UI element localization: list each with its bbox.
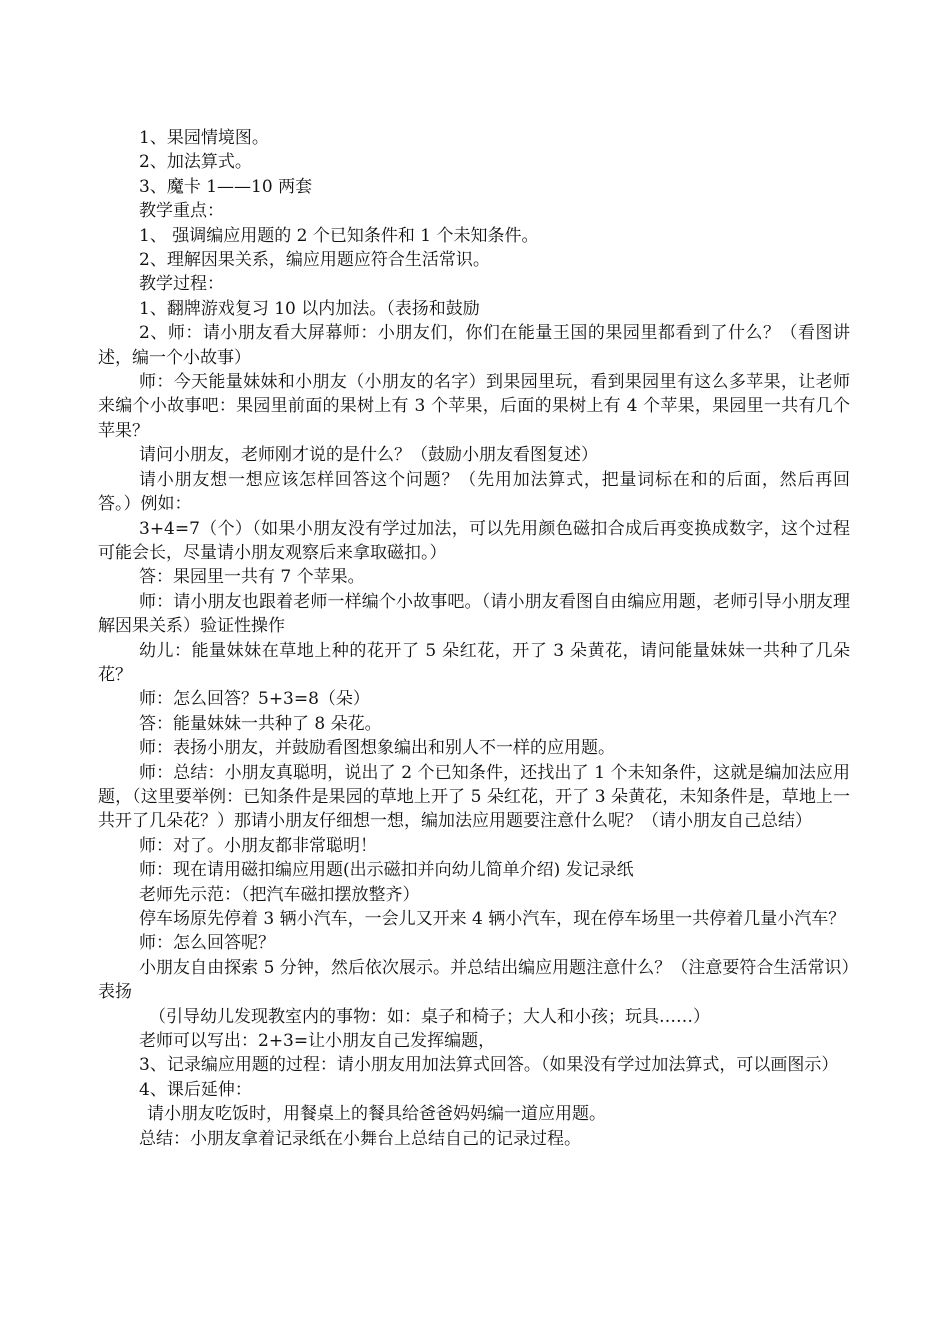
- extension-activity: 请小朋友吃饭时，用餐桌上的餐具给爸爸妈妈编一道应用题。: [147, 1104, 606, 1125]
- key-point-1: 1、 强调编应用题的 2 个已知条件和 1 个未知条件。: [139, 225, 539, 246]
- process-step-1: 1、翻牌游戏复习 10 以内加法。（表扬和鼓励: [139, 298, 480, 319]
- document-body: [98, 126, 850, 1151]
- teacher-demo: 老师先示范：（把汽车磁扣摆放整齐）: [139, 884, 420, 905]
- child-story: 幼儿：能量妹妹在草地上种的花开了 5 朵红花，开了 3 朵黄花，请问能量妹妹一共种了几朵花？: [98, 640, 850, 685]
- teacher-how-answer-2: 师：怎么回答呢？: [139, 933, 275, 954]
- lesson-summary: 总结：小朋友拿着记录纸在小舞台上总结自己的记录过程。: [139, 1128, 581, 1149]
- magnet-activity: 师：现在请用磁扣编应用题(出示磁扣并向幼儿简单介绍) 发记录纸: [139, 860, 634, 881]
- materials-item-3: 3、魔卡 1——10 两套: [139, 176, 313, 197]
- teacher-prompt-story: 师：请小朋友也跟着老师一样编个小故事吧。（请小朋友看图自由编应用题，老师引导小朋友理解因果关系）验证性操作: [98, 591, 850, 637]
- teacher-confirm: 师：对了。小朋友都非常聪明！: [139, 835, 377, 856]
- teacher-story: 师：今天能量妹妹和小朋友（小朋友的名字）到果园里玩，看到果园里有这么多苹果，让老师来编个小故事吧：果园里前面的果树上有 3 个苹果，后面的果树上有 4 个苹果，果园里一共有几个苹果？: [98, 372, 850, 441]
- section-heading-process: 教学过程：: [139, 274, 224, 295]
- process-step-4: 4、课后延伸：: [139, 1079, 252, 1100]
- answer-prompt: 请小朋友想一想应该怎样回答这个问题？（先用加法算式，把量词标在和的后面，然后再回答。）例如：: [98, 469, 850, 515]
- parking-problem: 停车场原先停着 3 辆小汽车，一会儿又开来 4 辆小汽车，现在停车场里一共停着几量小汽车？: [139, 909, 846, 929]
- example-answer: 答：果园里一共有 7 个苹果。: [139, 567, 365, 588]
- classroom-guidance: （引导幼儿发现教室内的事物：如：桌子和椅子；大人和小孩；玩具……）: [149, 1006, 710, 1027]
- materials-item-2: 2、加法算式。: [139, 152, 252, 173]
- teacher-praise: 师：表扬小朋友，并鼓励看图想象编出和别人不一样的应用题。: [139, 738, 615, 759]
- teacher-summary: 师：总结：小朋友真聪明，说出了 2 个已知条件，还找出了 1 个未知条件，这就是编加法应用题，（这里要举例：已知条件是果园的草地上开了 5 朵红花，开了 3 朵黄花，未知条件是，草地上一共开了几朵花？）那请小朋友仔细想一想，编加法应用题要注意什么呢？（请小朋友自己总结）: [98, 762, 850, 832]
- section-heading-key-points: 教学重点：: [139, 201, 224, 222]
- materials-item-1: 1、果园情境图。: [139, 128, 269, 148]
- example-equation: 3+4=7（个）（如果小朋友没有学过加法，可以先用颜色磁扣合成后再变换成数字，这个过程可能会长，尽量请小朋友观察后来拿取磁扣。）: [98, 518, 850, 563]
- teacher-how-answer: 师：怎么回答？5+3=8（朵）: [139, 689, 370, 710]
- key-point-2: 2、理解因果关系，编应用题应符合生活常识。: [139, 250, 490, 271]
- process-step-2: 2、师：请小朋友看大屏幕师：小朋友们，你们在能量王国的果园里都看到了什么？（看图讲述，编一个小故事）: [98, 323, 850, 368]
- teacher-write: 老师可以写出：2+3=让小朋友自己发挥编题，: [139, 1031, 496, 1052]
- process-step-3: 3、记录编应用题的过程：请小朋友用加法算式回答。（如果没有学过加法算式，可以画图示）: [139, 1055, 839, 1076]
- free-exploration: 小朋友自由探索 5 分钟，然后依次展示。并总结出编应用题注意什么？（注意要符合生活常识）表扬: [98, 957, 850, 1003]
- child-answer: 答：能量妹妹一共种了 8 朵花。: [139, 713, 382, 734]
- teacher-question: 请问小朋友，老师刚才说的是什么？（鼓励小朋友看图复述）: [139, 445, 598, 466]
